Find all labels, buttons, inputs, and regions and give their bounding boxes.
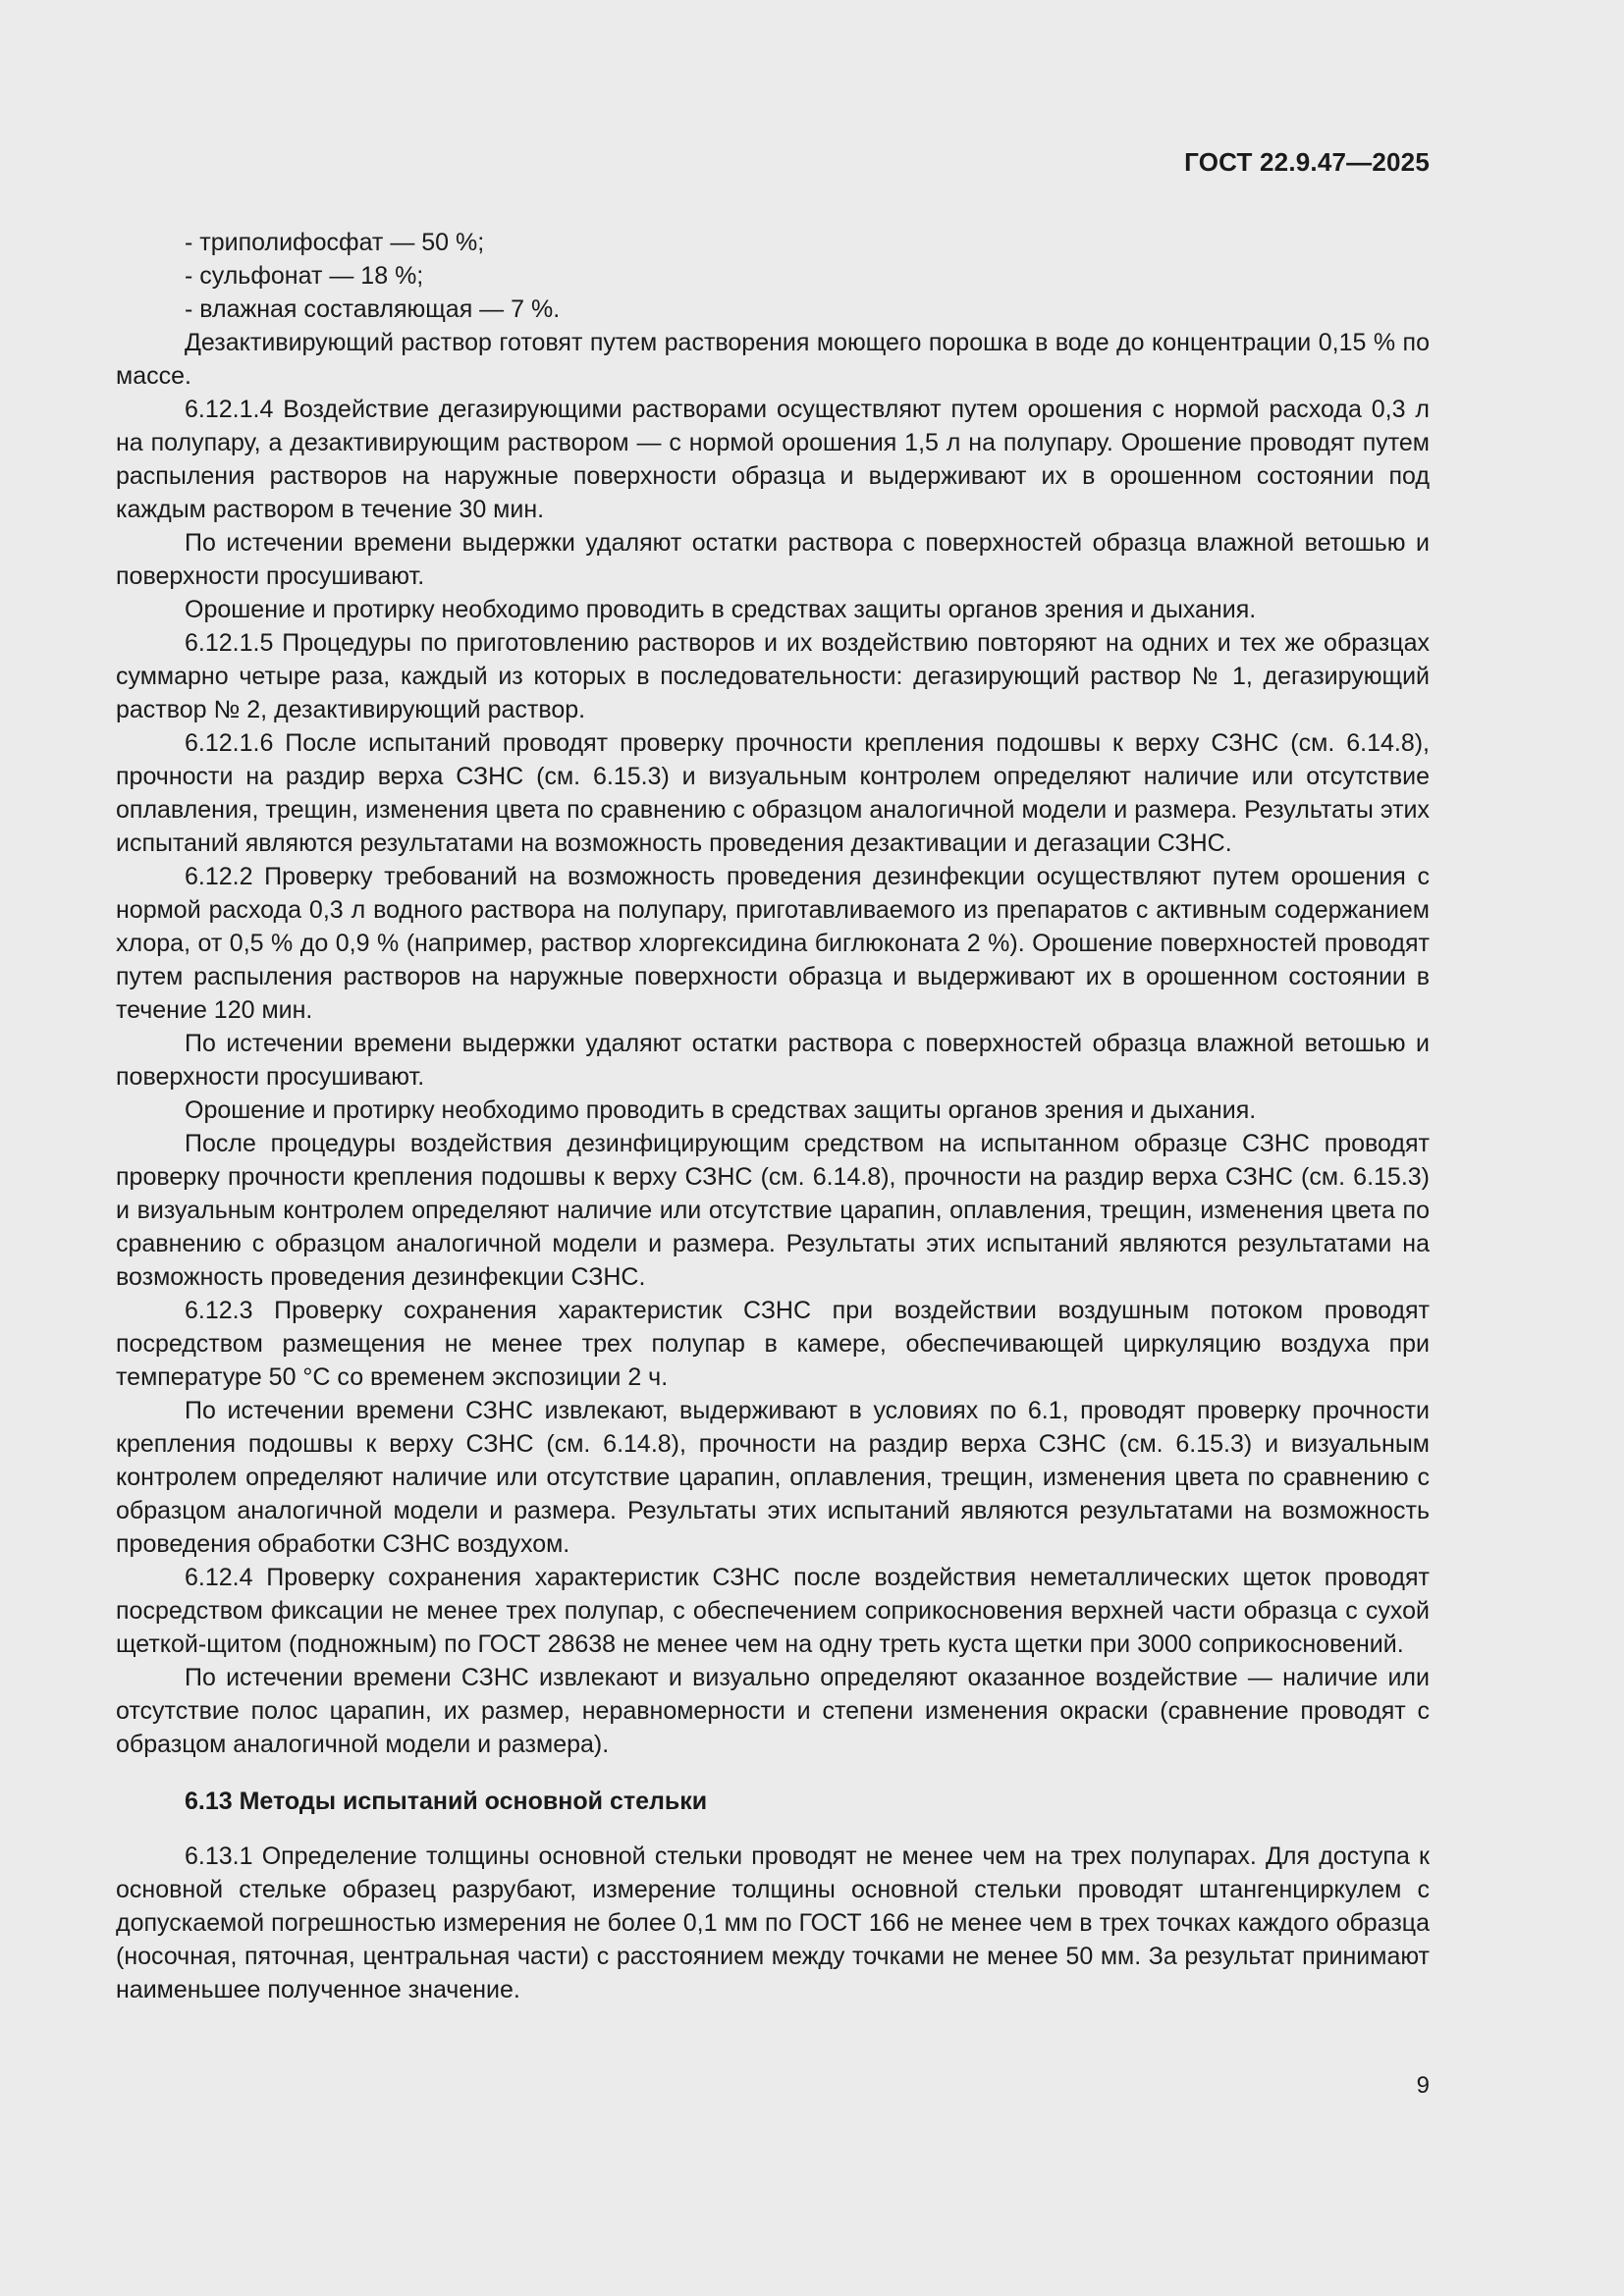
paragraph: По истечении времени СЗНС извлекают, выдерживают в условиях по 6.1, проводят проверку прочности крепления подошвы к верху СЗНС (см. 6.14.8), прочности на раздир верха СЗНС (см. 6.15.3) и визуальным контролем определяют наличие или отсутствие царапин, оплавления, трещин, изменения цвета по сравнению с образцом аналогичной модели и размера. Результаты этих испытаний являются результатами на возможность проведения обработки СЗНС воздухом.: [116, 1397, 1430, 1558]
paragraph: 6.12.4 Проверку сохранения характеристик СЗНС после воздействия неметаллических щеток проводят посредством фиксации не менее трех полупар, с обеспечением соприкосновения верхней части образца с сухой щеткой-щитом (подножным) по ГОСТ 28638 не менее чем на одну треть куста щетки при 3000 соприкосновений.: [116, 1564, 1430, 1658]
list-item: - триполифосфат — 50 %;: [185, 229, 485, 256]
paragraph: 6.12.3 Проверку сохранения характеристик СЗНС при воздействии воздушным потоком проводят посредством размещения не менее трех полупар в камере, обеспечивающей циркуляцию воздуха при температуре 50 °С со временем экспозиции 2 ч.: [116, 1297, 1430, 1391]
document-body: [116, 226, 1430, 2006]
paragraph: После процедуры воздействия дезинфицирующим средством на испытанном образце СЗНС проводят проверку прочности крепления подошвы к верху СЗНС (см. 6.14.8), прочности на раздир верха СЗНС (см. 6.15.3) и визуальным контролем определяют наличие или отсутствие царапин, оплавления, трещин, изменения цвета по сравнению с образцом аналогичной модели и размера. Результаты этих испытаний являются результатами на возможность проведения дезинфекции СЗНС.: [116, 1130, 1430, 1291]
paragraph: 6.13.1 Определение толщины основной стельки проводят не менее чем на трех полупарах. Для доступа к основной стельке образец разрубают, измерение толщины основной стельки проводят штангенциркулем с допускаемой погрешностью измерения не более 0,1 мм по ГОСТ 166 не менее чем в трех точках каждого образца (носочная, пяточная, центральная части) с расстоянием между точками не менее 50 мм. За результат принимают наименьшее полученное значение.: [116, 1842, 1430, 2003]
paragraph: 6.12.2 Проверку требований на возможность проведения дезинфекции осуществляют путем орошения с нормой расхода 0,3 л водного раствора на полупару, приготавливаемого из препаратов с активным содержанием хлора, от 0,5 % до 0,9 % (например, раствор хлоргексидина биглюконата 2 %). Орошение поверхностей проводят путем распыления растворов на наружные поверхности образца и выдерживают их в орошенном состоянии в течение 120 мин.: [116, 863, 1430, 1024]
paragraph: По истечении времени выдержки удаляют остатки раствора с поверхностей образца влажной ветошью и поверхности просушивают.: [116, 529, 1430, 590]
paragraph: По истечении времени выдержки удаляют остатки раствора с поверхностей образца влажной ветошью и поверхности просушивают.: [116, 1030, 1430, 1091]
paragraph: 6.12.1.4 Воздействие дегазирующими растворами осуществляют путем орошения с нормой расхода 0,3 л на полупару, а дезактивирующим раствором — с нормой орошения 1,5 л на полупару. Орошение проводят путем распыления растворов на наружные поверхности образца и выдерживают их в орошенном состоянии под каждым раствором в течение 30 мин.: [116, 396, 1430, 523]
document-code-header: ГОСТ 22.9.47—2025: [1184, 147, 1430, 177]
section-heading: 6.13 Методы испытаний основной стельки: [185, 1788, 708, 1815]
paragraph: 6.12.1.5 Процедуры по приготовлению растворов и их воздействию повторяют на одних и тех же образцах суммарно четыре раза, каждый из которых в последовательности: дегазирующий раствор № 1, дегазирующий раствор № 2, дезактивирующий раствор.: [116, 629, 1430, 723]
paragraph: Дезактивирующий раствор готовят путем растворения моющего порошка в воде до концентрации 0,15 % по массе.: [116, 329, 1430, 390]
paragraph: Орошение и протирку необходимо проводить в средствах защиты органов зрения и дыхания.: [185, 1096, 1257, 1124]
paragraph: По истечении времени СЗНС извлекают и визуально определяют оказанное воздействие — наличие или отсутствие полос царапин, их размер, неравномерности и степени изменения окраски (сравнение проводят с образцом аналогичной модели и размера).: [116, 1664, 1430, 1758]
list-item: - сульфонат — 18 %;: [185, 262, 424, 290]
page-number: 9: [1416, 2072, 1430, 2099]
paragraph: 6.12.1.6 После испытаний проводят проверку прочности крепления подошвы к верху СЗНС (см. 6.14.8), прочности на раздир верха СЗНС (см. 6.15.3) и визуальным контролем определяют наличие или отсутствие оплавления, трещин, изменения цвета по сравнению с образцом аналогичной модели и размера. Результаты этих испытаний являются результатами на возможность проведения дезактивации и дегазации СЗНС.: [116, 729, 1430, 857]
paragraph: Орошение и протирку необходимо проводить в средствах защиты органов зрения и дыхания.: [185, 596, 1257, 623]
list-item: - влажная составляющая — 7 %.: [185, 295, 561, 323]
